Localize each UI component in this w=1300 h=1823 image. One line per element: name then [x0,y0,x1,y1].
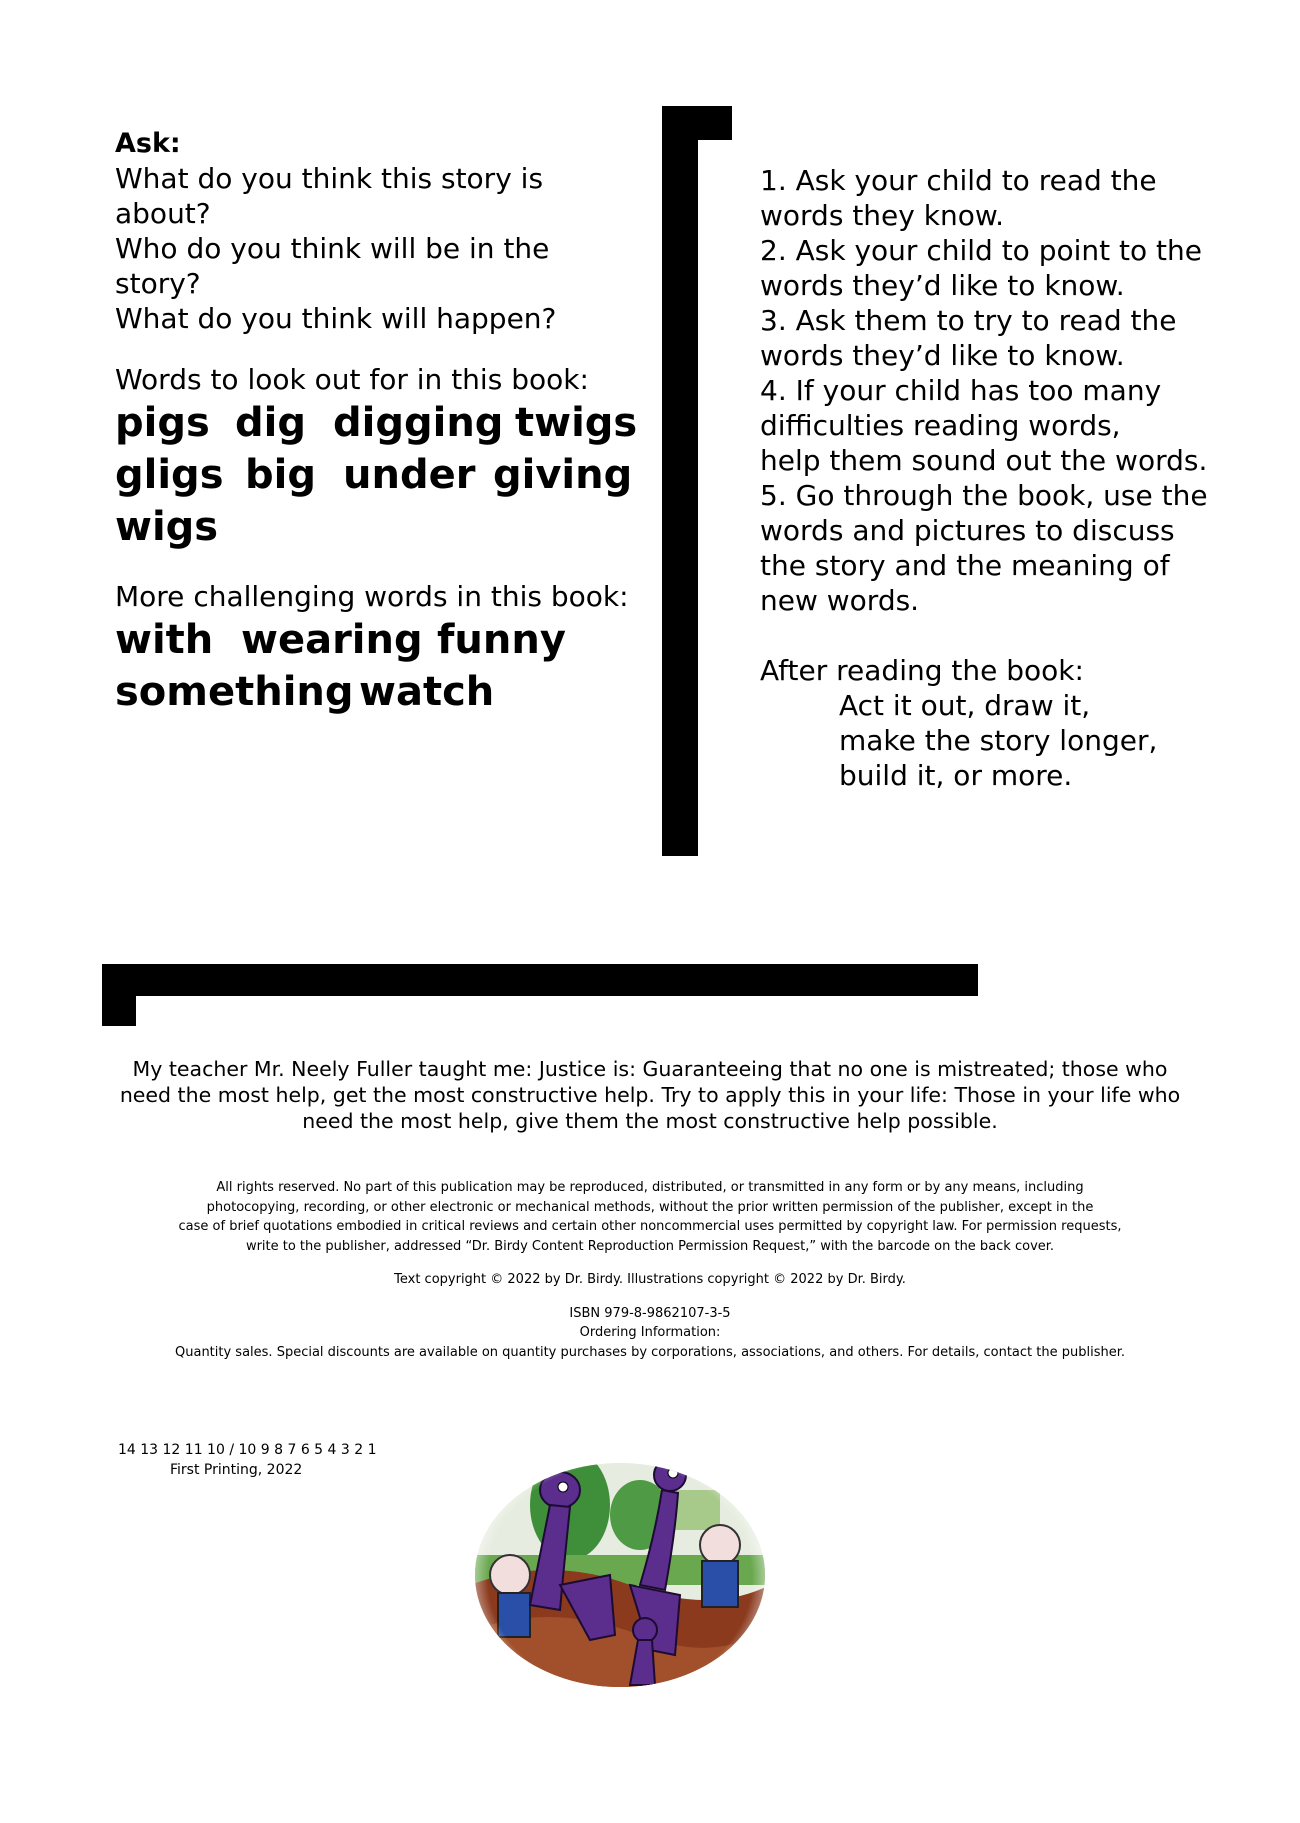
illustration-scene [470,1435,770,1695]
isbn: ISBN 979-8-9862107-3-5 [569,1305,731,1321]
words-lookout-heading: Words to look out for in this book: [115,363,589,396]
after-reading-line: make the story longer, [839,724,1158,757]
ask-question: Who do you think will be in the [115,232,550,265]
instruction-line: 1. Ask your child to read the [760,164,1157,197]
printing-numbers: 14 13 12 11 10 / 10 9 8 7 6 5 4 3 2 1 [118,1442,377,1458]
horizontal-divider-bar [102,964,978,996]
rights-line: case of brief quotations embodied in critical reviews and certain other noncommercial uses permitted by copyright law. For permission requests, [178,1219,1122,1234]
rights-line: All rights reserved. No part of this publication may be reproduced, distributed, or transmitted in any form or by any means, including [216,1180,1084,1195]
vocab-word: wigs [115,504,219,550]
challenge-word: something [115,669,354,715]
instruction-line: 4. If your child has too many [760,374,1162,407]
horizontal-divider-cap [102,964,136,1026]
printing-info [118,1440,377,1480]
vocab-word: big [245,452,316,498]
challenge-word: watch [359,669,495,715]
ask-label: Ask: [115,128,181,159]
challenging-heading: More challenging words in this book: [115,580,629,613]
instruction-line: words they’d like to know. [760,339,1125,372]
vocab-word: dig [235,400,306,446]
story-illustration [470,1435,770,1695]
vocab-word: under [343,452,476,498]
instruction-line: help them sound out the words. [760,444,1208,477]
ask-question: What do you think this story is [115,162,544,195]
instruction-line: 3. Ask them to try to read the [760,304,1177,337]
after-reading-line: build it, or more. [839,759,1073,792]
word-row [115,501,635,553]
justice-line: My teacher Mr. Neely Fuller taught me: Justice is: Guaranteeing that no one is mistreated; those who [132,1057,1168,1081]
reading-instructions [760,163,1280,793]
vertical-divider-cap [662,106,732,140]
challenge-word: funny [437,617,566,663]
vocab-word: digging [333,400,504,446]
justice-line: need the most help, get the most constructive help. Try to apply this in your life: Those in your life who [119,1083,1181,1107]
rights-line: photocopying, recording, or other electronic or mechanical methods, without the prior written permission of the publisher, except in the [206,1199,1094,1215]
vocab-word: pigs [115,400,210,446]
ask-question: What do you think will happen? [115,302,557,335]
justice-quote [100,1056,1200,1134]
instruction-line: 2. Ask your child to point to the [760,234,1202,267]
challenge-word: wearing [241,617,423,663]
words-lookout-list [115,397,638,553]
pre-reading-section [115,126,638,718]
ordering-text: Quantity sales. Special discounts are available on quantity purchases by corporations, associations, and others. For details, contact the publisher. [175,1344,1125,1360]
challenge-word: with [115,617,214,663]
word-row [115,666,635,718]
first-printing: First Printing, 2022 [170,1462,303,1478]
ask-question: story? [115,267,201,300]
word-row [115,397,638,449]
instruction-line: the story and the meaning of [760,549,1170,582]
instruction-line: difficulties reading words, [760,409,1121,442]
instruction-line: words they know. [760,199,1005,232]
instruction-line: 5. Go through the book, use the [760,479,1208,512]
instruction-line: new words. [760,584,920,617]
after-reading-heading: After reading the book: [760,654,1084,687]
copyright-notice: Text copyright © 2022 by Dr. Birdy. Illustrations copyright © 2022 by Dr. Birdy. [394,1272,906,1287]
ask-question: about? [115,197,211,230]
vocab-word: gligs [115,452,224,498]
word-row [115,449,635,501]
challenging-list [115,614,635,718]
ordering-label: Ordering Information: [579,1325,721,1340]
word-row [115,614,635,666]
rights-line: write to the publisher, addressed “Dr. Birdy Content Reproduction Permission Request,” with the barcode on the back cover. [245,1238,1055,1254]
vocab-word: giving [493,452,633,498]
vertical-divider-bar [662,106,698,856]
justice-line: need the most help, give them the most constructive help possible. [302,1109,998,1133]
illustration-image [470,1435,770,1695]
instruction-line: words they’d like to know. [760,269,1125,302]
after-reading-line: Act it out, draw it, [839,689,1091,722]
copyright-block [100,1178,1200,1362]
instruction-line: words and pictures to discuss [760,514,1175,547]
vocab-word: twigs [515,400,638,446]
